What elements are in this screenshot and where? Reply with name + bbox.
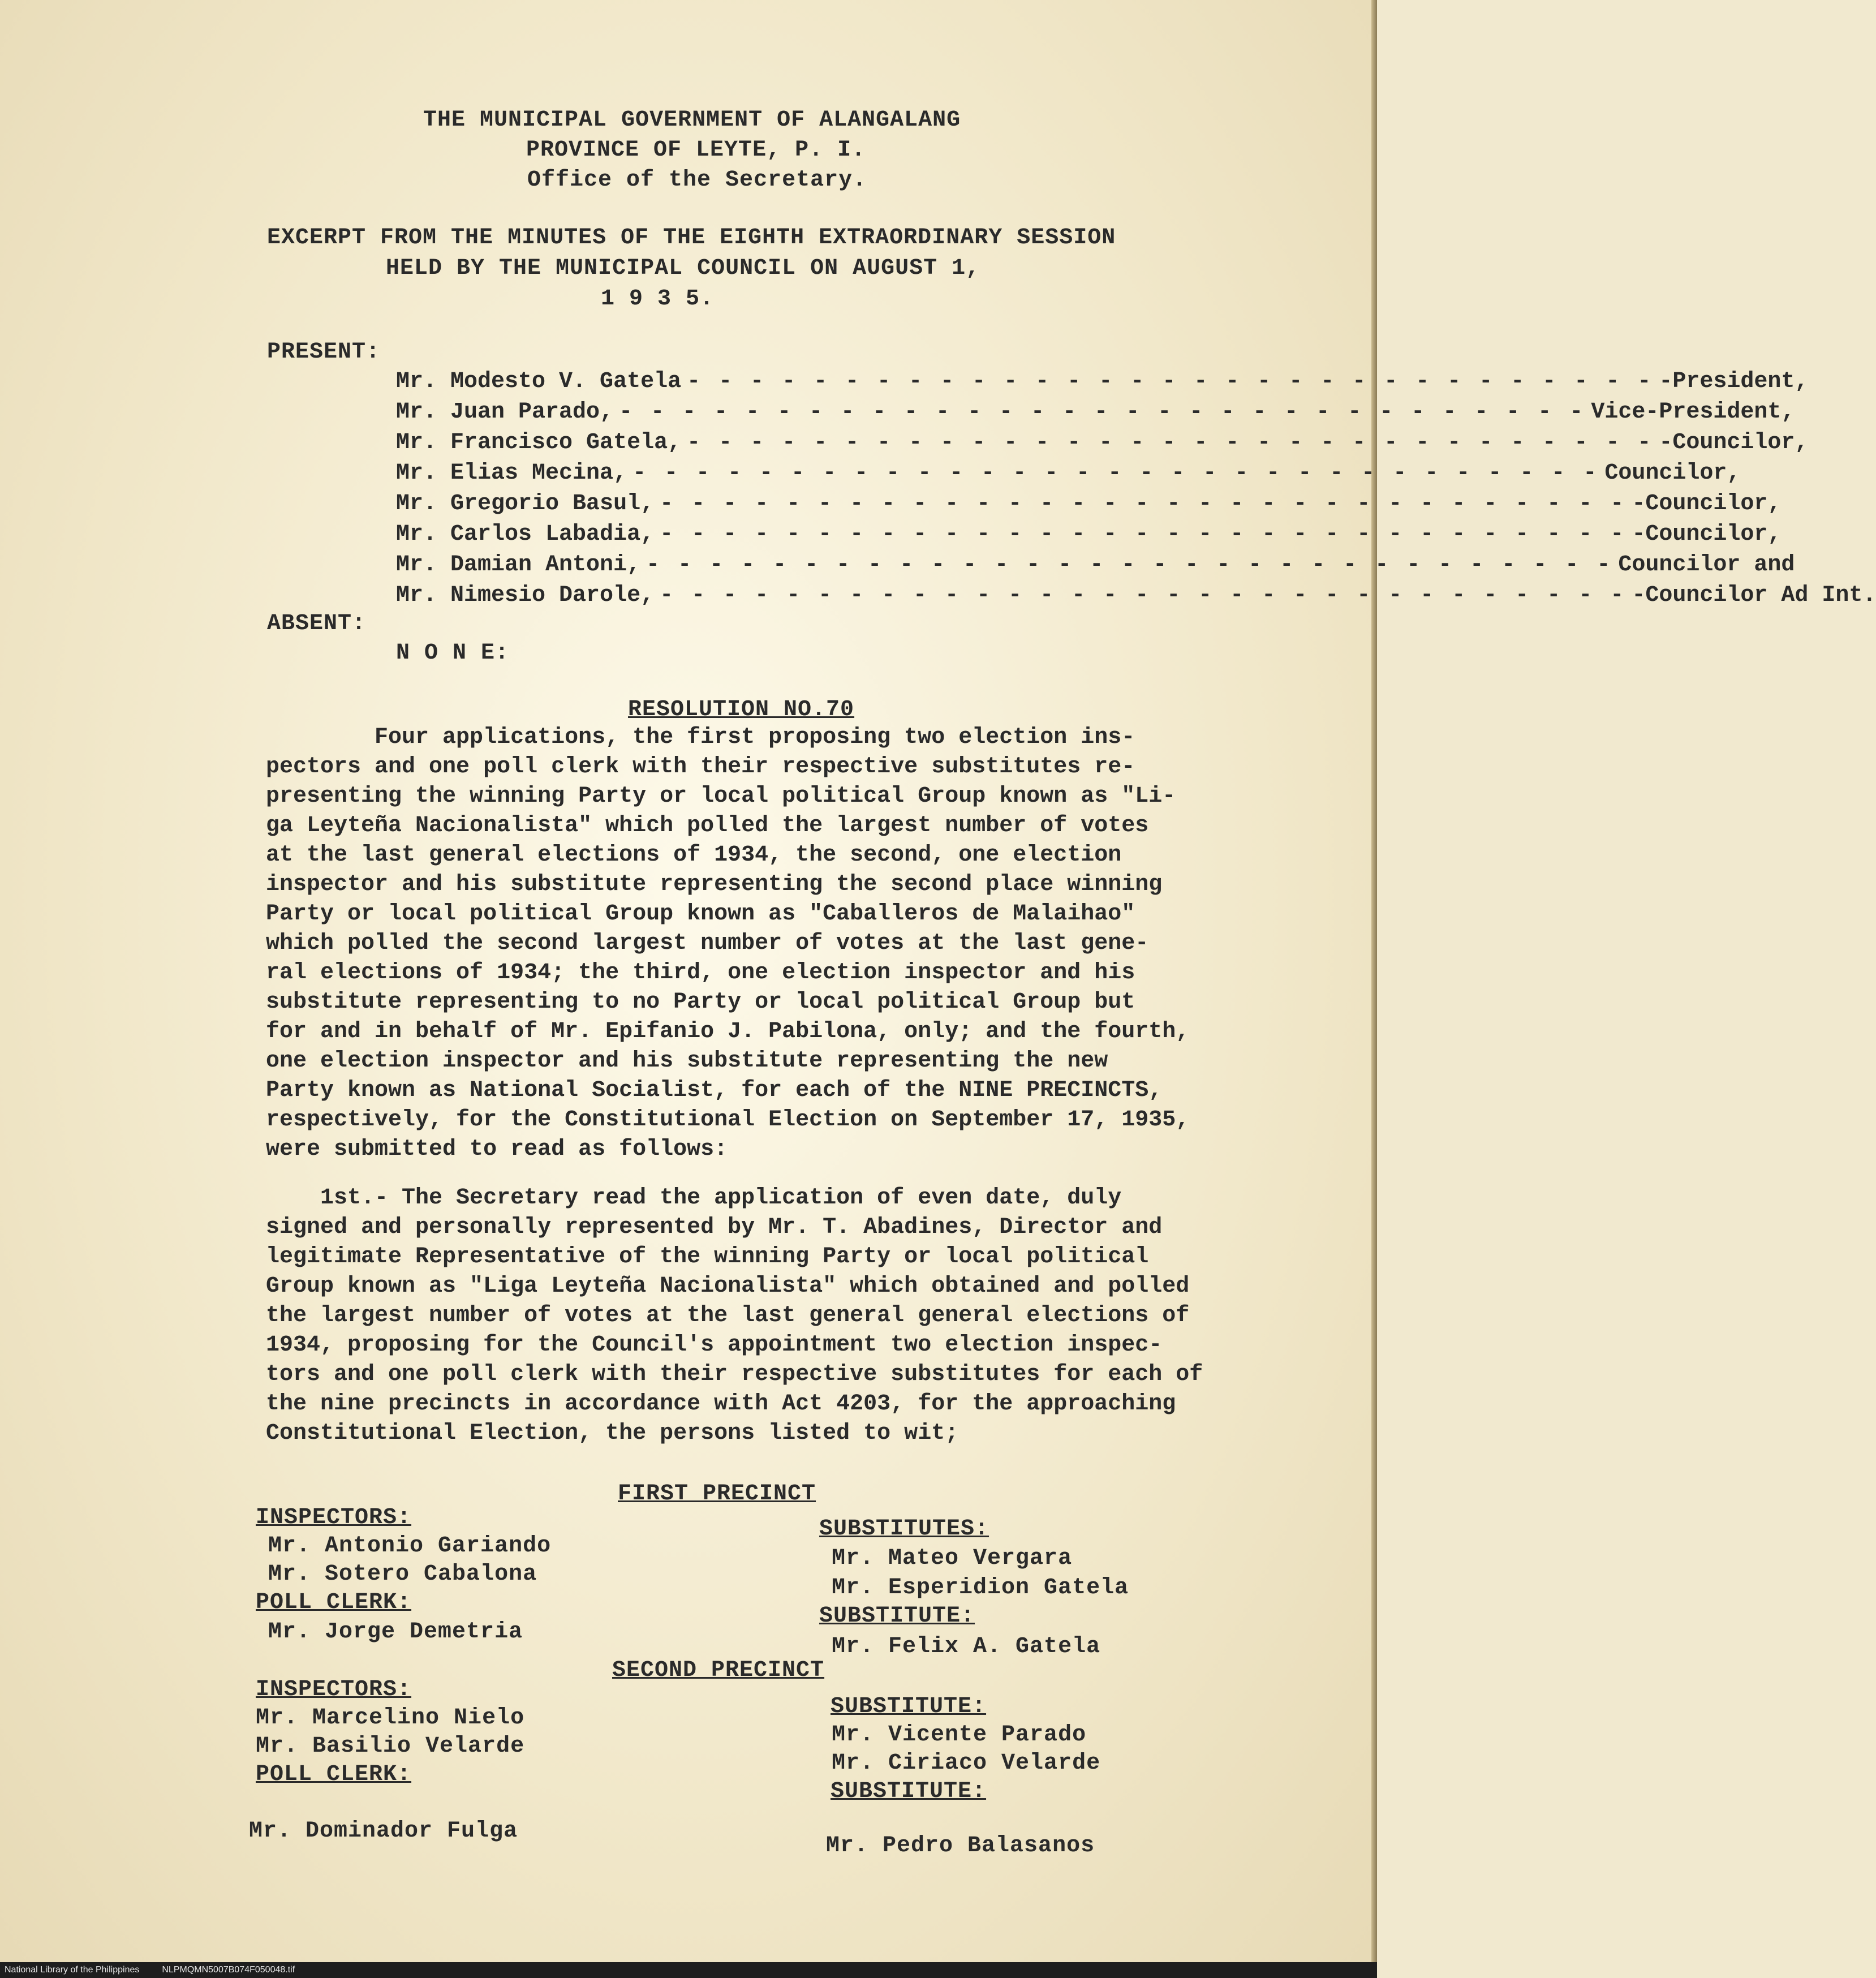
resolution-paragraph	[266, 723, 1189, 1164]
member-title: -Councilor,	[1632, 522, 1782, 547]
dash-leader: - - - - - - - - - - - - - - - - - - - - - - - - - - - - - - -	[646, 552, 1613, 578]
precinct-2-poll-clerk-label: POLL CLERK:	[256, 1762, 412, 1787]
paragraph-line: the largest number of votes at the last general general elections of	[266, 1303, 1190, 1328]
paragraph-line: pectors and one poll clerk with their respective substitutes re-	[266, 754, 1135, 780]
header-line-1: THE MUNICIPAL GOVERNMENT OF ALANGALANG	[423, 108, 961, 133]
paragraph-line: one election inspector and his substitute representing the new	[266, 1048, 1108, 1074]
paragraph-line: Party or local political Group known as "Caballeros de Malaihao"	[266, 901, 1135, 927]
present-label: PRESENT:	[267, 339, 381, 365]
precinct-2-inspector: Mr. Marcelino Nielo	[256, 1705, 525, 1731]
precinct-2-substitute-label: SUBSTITUTE:	[831, 1779, 987, 1804]
paragraph-line: signed and personally represented by Mr. T. Abadines, Director and	[266, 1215, 1163, 1240]
precinct-1-substitute: Mr. Mateo Vergara	[832, 1546, 1073, 1571]
scan-edge	[1371, 0, 1377, 1978]
paragraph-line: Group known as "Liga Leyteña Nacionalista" which obtained and polled	[266, 1274, 1190, 1299]
paragraph-line: legitimate Representative of the winning Party or local political	[266, 1244, 1149, 1270]
resolution-title: RESOLUTION NO.70	[628, 697, 855, 723]
precinct-1-inspectors-label: INSPECTORS:	[256, 1505, 412, 1530]
header-line-3: Office of the Secretary.	[527, 167, 867, 193]
excerpt-line-1: EXCERPT FROM THE MINUTES OF THE EIGHTH EXTRAORDINARY SESSION	[267, 225, 1116, 251]
paragraph-line: Party known as National Socialist, for each of the NINE PRECINCTS,	[266, 1078, 1163, 1103]
excerpt-line-3: 1 9 3 5.	[601, 286, 715, 312]
paragraph-line: respectively, for the Constitutional Election on September 17, 1935,	[266, 1107, 1190, 1133]
precinct-1-substitutes-label: SUBSTITUTES:	[819, 1516, 989, 1542]
precinct-1-inspector: Mr. Antonio Gariando	[268, 1533, 552, 1559]
paragraph-line: presenting the winning Party or local political Group known as "Li-	[266, 784, 1176, 809]
paragraph-line: tors and one poll clerk with their respective substitutes for each of	[266, 1362, 1203, 1387]
paragraph-line: were submitted to read as follows:	[266, 1137, 728, 1162]
paragraph-line: for and in behalf of Mr. Epifanio J. Pabilona, only; and the fourth,	[266, 1019, 1190, 1044]
paragraph-line: inspector and his substitute representing the second place winning	[266, 872, 1163, 897]
first-application-paragraph	[266, 1184, 1203, 1448]
precinct-1-poll-clerk: Mr. Jorge Demetria	[268, 1619, 523, 1645]
paragraph-line: which polled the second largest number of votes at the last gene-	[266, 931, 1149, 956]
member-row	[396, 461, 1741, 491]
paragraph-line: ga Leyteña Nacionalista" which polled the largest number of votes	[266, 813, 1149, 838]
header-line-2: PROVINCE OF LEYTE, P. I.	[526, 137, 866, 163]
precinct-2-poll-clerk: Mr. Dominador Fulga	[249, 1818, 518, 1844]
precinct-2-substitute: Mr. Vicente Parado	[832, 1722, 1087, 1748]
precinct-2-substitute: Mr. Ciriaco Velarde	[832, 1751, 1101, 1776]
paragraph-line: ral elections of 1934; the third, one election inspector and his	[266, 960, 1135, 986]
member-row	[396, 369, 1809, 399]
precinct-1-poll-clerk-label: POLL CLERK:	[256, 1590, 412, 1615]
member-name: Mr. Modesto V. Gatela	[396, 369, 682, 394]
member-title: -President,	[1659, 369, 1809, 394]
member-title: -Councilor,	[1632, 491, 1782, 517]
dash-leader: - - - - - - - - - - - - - - - - - - - - - - - - - - - - - - -	[660, 491, 1627, 517]
precinct-2-inspectors-label: INSPECTORS:	[256, 1677, 412, 1702]
member-title: -Councilor Ad Int.	[1632, 583, 1876, 608]
member-name: Mr. Elias Mecina,	[396, 461, 627, 486]
dash-leader: - - - - - - - - - - - - - - - - - - - - - - - - - - - - - - -	[660, 522, 1627, 547]
absent-label: ABSENT:	[267, 611, 367, 637]
dash-leader: - - - - - - - - - - - - - - - - - - - - - - - - - - - - - - -	[660, 583, 1627, 608]
member-name: Mr. Gregorio Basul,	[396, 491, 655, 517]
precinct-2-title: SECOND PRECINCT	[612, 1658, 825, 1683]
precinct-1-inspector: Mr. Sotero Cabalona	[268, 1562, 537, 1587]
paragraph-line: Constitutional Election, the persons listed to wit;	[266, 1421, 959, 1446]
member-name: Mr. Carlos Labadia,	[396, 522, 655, 547]
excerpt-line-2: HELD BY THE MUNICIPAL COUNCIL ON AUGUST 1,	[386, 256, 980, 281]
library-name: National Library of the Philippines	[5, 1965, 140, 1975]
member-title: Councilor and	[1618, 552, 1795, 578]
dash-leader: - - - - - - - - - - - - - - - - - - - - - - - - - - - - - - -	[687, 369, 1654, 394]
member-title: Vice-President,	[1591, 399, 1795, 425]
paragraph-line: substitute representing to no Party or local political Group but	[266, 990, 1135, 1015]
precinct-1-substitute-label: SUBSTITUTE:	[819, 1603, 975, 1629]
member-title: Councilor,	[1604, 461, 1741, 486]
dash-leader: - - - - - - - - - - - - - - - - - - - - - - - - - - - - - - -	[632, 461, 1599, 486]
precinct-1-title: FIRST PRECINCT	[618, 1481, 816, 1507]
member-name: Mr. Damian Antoni,	[396, 552, 641, 578]
file-name: NLPMQMN5007B074F050048.tif	[162, 1965, 295, 1975]
member-row	[396, 430, 1809, 461]
precinct-1-substitute-clerk: Mr. Felix A. Gatela	[832, 1634, 1101, 1659]
paragraph-line: 1934, proposing for the Council's appointment two election inspec-	[266, 1332, 1163, 1358]
member-row	[396, 399, 1795, 430]
precinct-2-substitute-clerk: Mr. Pedro Balasanos	[826, 1833, 1095, 1859]
member-row	[396, 552, 1795, 583]
absent-value: N O N E:	[396, 640, 510, 666]
member-row	[396, 491, 1782, 522]
precinct-1-substitute: Mr. Esperidion Gatela	[832, 1575, 1129, 1601]
paragraph-line: Four applications, the first proposing two election ins-	[266, 725, 1135, 750]
precinct-2-inspector: Mr. Basilio Velarde	[256, 1734, 525, 1759]
member-name: Mr. Juan Parado,	[396, 399, 614, 425]
paragraph-line: the nine precincts in accordance with Act 4203, for the approaching	[266, 1391, 1176, 1417]
dash-leader: - - - - - - - - - - - - - - - - - - - - - - - - - - - - - - -	[687, 430, 1654, 455]
member-name: Mr. Nimesio Darole,	[396, 583, 655, 608]
precinct-2-substitutes-label: SUBSTITUTE:	[831, 1694, 987, 1719]
scan-footer	[0, 1962, 1377, 1978]
member-row	[396, 583, 1876, 613]
dash-leader: - - - - - - - - - - - - - - - - - - - - - - - - - - - - - - -	[619, 399, 1586, 425]
paragraph-line: 1st.- The Secretary read the application of even date, duly	[266, 1185, 1122, 1211]
member-row	[396, 522, 1782, 552]
member-title: -Councilor,	[1659, 430, 1809, 455]
paragraph-line: at the last general elections of 1934, the second, one election	[266, 842, 1122, 868]
member-name: Mr. Francisco Gatela,	[396, 430, 682, 455]
